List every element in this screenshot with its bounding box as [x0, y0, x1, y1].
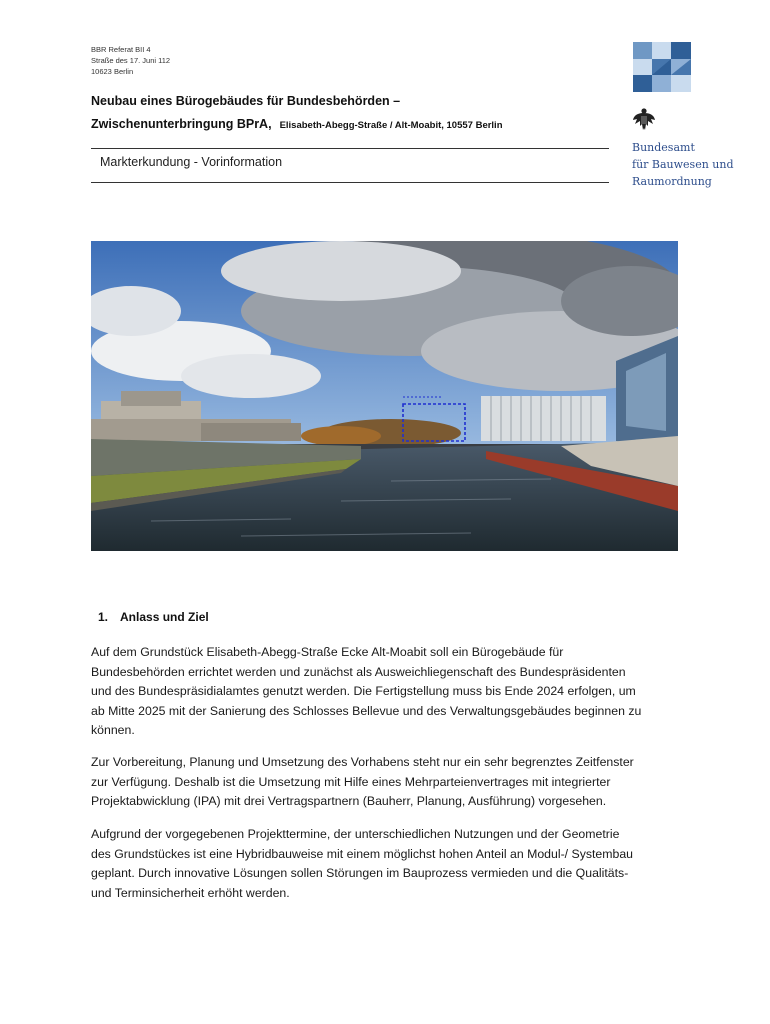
- sender-line-2: Straße des 17. Juni 112: [91, 56, 171, 65]
- agency-line-1: Bundesamt: [632, 141, 695, 154]
- paragraph-line: zur Verfügung. Deshalb ist die Umsetzung mit Hilfe eines Mehrparteienvertrages mit integrierter: [91, 774, 611, 789]
- paragraph-line: ab Mitte 2025 mit der Sanierung des Schlosses Bellevue und des Verwaltungsgebäudes beginnen zu: [91, 703, 642, 718]
- paragraph-3: [91, 825, 681, 903]
- site-photo: [91, 241, 678, 551]
- agency-line-2: für Bauwesen und: [632, 158, 734, 171]
- document-title: [91, 90, 503, 137]
- paragraph-line: können.: [91, 723, 135, 737]
- divider-bottom: [91, 182, 609, 183]
- federal-eagle-icon: [632, 107, 656, 133]
- agency-line-3: Raumordnung: [632, 175, 712, 188]
- sender-line-3: 10623 Berlin: [91, 67, 134, 76]
- bbr-logo-icon: [633, 42, 691, 92]
- paragraph-line: des Grundstückes ist eine Hybridbauweise mit einem möglichst hohen Anteil an Modul-/ Systembau: [91, 846, 634, 861]
- title-location: Elisabeth-Abegg-Straße / Alt-Moabit, 10557 Berlin: [279, 120, 503, 131]
- title-line-2: [91, 113, 503, 137]
- paragraph-1: [91, 643, 681, 741]
- section-heading: [98, 610, 209, 624]
- paragraph-line: Zur Vorbereitung, Planung und Umsetzung des Vorhabens steht nur ein sehr begrenztes Zeitfenster: [91, 755, 634, 769]
- agency-name: [632, 139, 734, 190]
- paragraph-line: Projektabwicklung (IPA) mit drei Vertragspartnern (Bauherr, Planung, Ausführung) vorgesehen.: [91, 794, 607, 808]
- paragraph-line: und Terminsicherheit erhöht werden.: [91, 885, 290, 900]
- paragraph-line: Aufgrund der vorgegebenen Projekttermine, der unterschiedlichen Nutzungen und der Geometrie: [91, 827, 620, 841]
- section-number: 1.: [98, 610, 109, 624]
- divider-top: [91, 148, 609, 149]
- title-line-1: Neubau eines Bürogebäudes für Bundesbehörden –: [91, 94, 401, 108]
- paragraph-2: [91, 753, 681, 812]
- sender-line-1: BBR Referat BII 4: [91, 45, 151, 54]
- title-project: Zwischenunterbringung BPrA,: [91, 117, 272, 131]
- paragraph-line: geplant. Durch innovative Lösungen sollen Störungen im Bauprozess vermieden und die Qualitäts-: [91, 866, 629, 880]
- section-title: Anlass und Ziel: [120, 610, 209, 624]
- document-subtitle: Markterkundung - Vorinformation: [100, 155, 283, 169]
- paragraph-line: und des Bundespräsidialamtes genutzt werden. Die Fertigstellung muss bis Ende 2024 erfolgen, um: [91, 684, 636, 698]
- paragraph-line: Bundesbehörden errichtet werden und zunächst als Ausweichliegenschaft des Bundespräsidenten: [91, 664, 626, 679]
- paragraph-line: Auf dem Grundstück Elisabeth-Abegg-Straße Ecke Alt-Moabit soll ein Bürogebäude für: [91, 645, 564, 659]
- sender-address: [91, 44, 170, 77]
